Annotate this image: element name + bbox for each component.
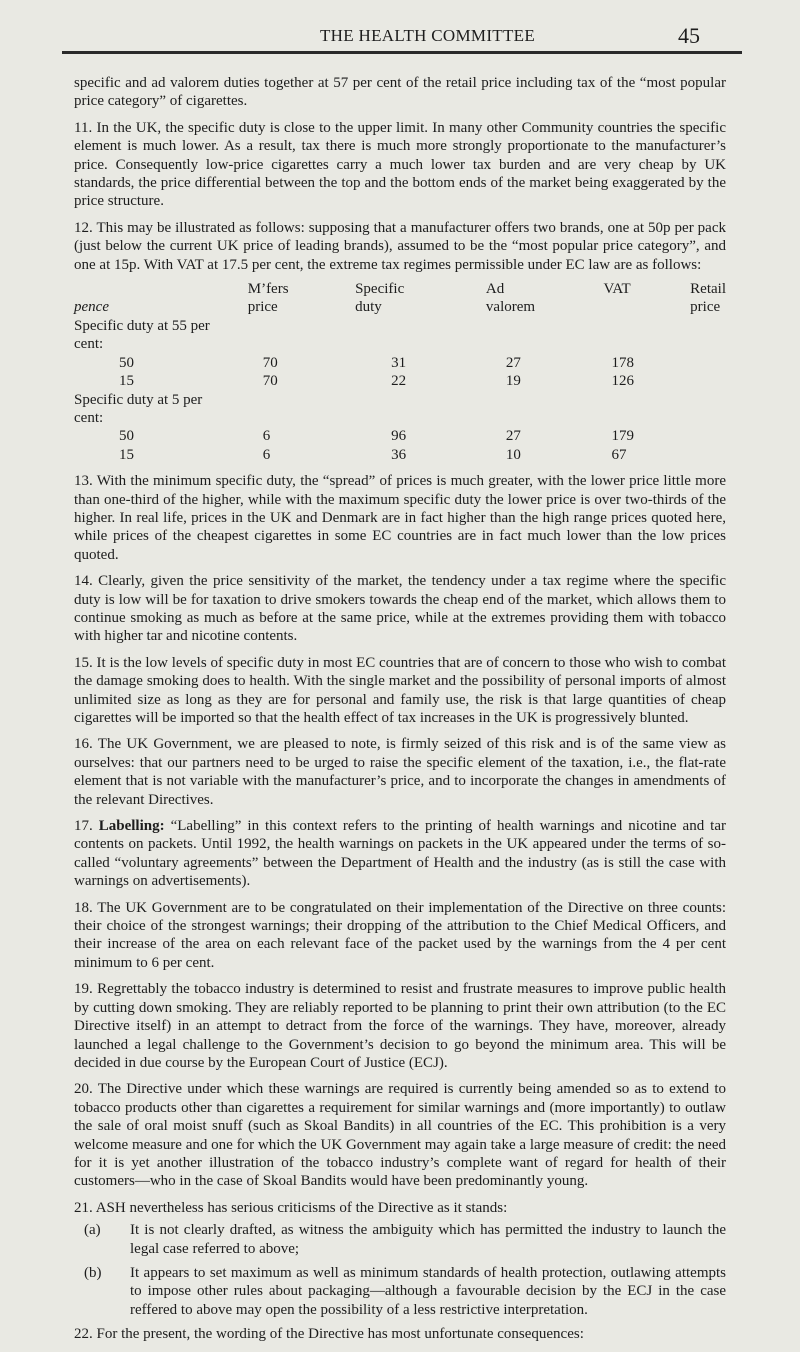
col-header: Ad <box>485 281 505 298</box>
tax-regime-table <box>74 280 726 464</box>
document-body <box>74 74 726 1352</box>
table-header-row <box>74 280 726 298</box>
table-row: 50 6 96 27 179 <box>119 428 634 445</box>
group-heading-row <box>74 391 726 409</box>
paragraph-14: 14. Clearly, given the price sensitivity of the market, the tendency under a tax regime where the specific duty is low will be for taxation to drive smokers towards the cheap end of the market, which allows them to continue smoking as much as before at the same price, while at the extremes providing them with tobacco with higher tar and nicotine contents. <box>74 573 727 645</box>
paragraph-21: 21. ASH nevertheless has serious criticisms of the Directive as it stands: <box>74 1199 508 1216</box>
table-header-row <box>74 298 726 316</box>
table-row: 15 70 22 19 126 <box>119 373 634 390</box>
col-header: valorem <box>485 299 536 316</box>
table-row: 50 70 31 27 178 <box>119 354 634 371</box>
paragraph-18: 18. The UK Government are to be congratulated on their implementation of the Directive on three counts: their choice of the strongest warnings; their dropping of the attribution to the Chief Medical Officers, and their increase of the area on each relevant face of the packet used by the warnings from the 4 per cent minimum to 6 per cent. <box>74 899 726 971</box>
paragraph-15: 15. It is the low levels of specific duty in most EC countries that are of concern to those who wish to combat the damage smoking does to health. With the single market and the possibility of personal imports of almost unlimited size as long as they are for personal and family use, the risk is that large quantities of cheap cigarettes will be imported so that the health effect of tax increases in the UK is progressively blunted. <box>74 654 727 726</box>
group-heading: Specific duty at 55 per <box>74 317 210 334</box>
col-header <box>603 298 690 316</box>
criticisms-list <box>84 1221 726 1319</box>
list-item <box>84 1264 726 1319</box>
paragraph-17: 17. Labelling: “Labelling” in this context refers to the printing of health warnings and nicotine and tar contents on packets. Until 1992, the health warnings on packets in the UK appeared under the terms of so-called “voluntary agreements” between the Department of Health and the industry (as is still the case with warnings on advertisements). <box>74 818 727 890</box>
group-heading: cent: <box>74 409 104 426</box>
group-heading-row <box>74 335 726 353</box>
paragraph-label: Labelling: <box>98 818 165 835</box>
col-header: Retail <box>690 281 726 298</box>
col-header: Specific <box>355 281 405 298</box>
paragraph-11: 11. In the UK, the specific duty is close to the upper limit. In many other Community countries the specific element is much lower. As a result, tax there is much more strongly proportionate to the manufacturer’s price. Consequently low-price cigarettes carry a much lower tax burden and are very cheap by UK standards, the price differential between the top and the bottom ends of the market being exaggerated by the price structure. <box>74 119 726 210</box>
list-item <box>84 1221 726 1258</box>
paragraph-20: 20. The Directive under which these warnings are required is currently being amended so as to extend to tobacco products other than cigarettes a requirement for similar warnings and (more importantly) to outlaw the sale of oral moist snuff (such as Skoal Bandits) in all countries of the EC. This prohibition is a very welcome measure and one for which the UK Government may again take a large measure of credit: the need for it is yet another illustration of the tobacco industry’s complete want of regard for health of their customers—who in the case of Skoal Bandits would have been predominantly young. <box>74 1081 726 1190</box>
list-item-text: It appears to set maximum as well as minimum standards of health protection, outlawing attempts to impose other rules about packaging—although a favourable decision by the ECJ in the case reffered to above may open the possibility of a less restrictive interpretation. <box>130 1264 726 1318</box>
group-heading-row <box>74 409 726 427</box>
table-row: 15 6 36 10 67 <box>119 446 627 463</box>
list-item-letter: (b) <box>84 1264 102 1281</box>
paragraph-22: 22. For the present, the wording of the Directive has most unfortunate consequences: <box>74 1326 584 1343</box>
page-number: 45 <box>678 23 700 48</box>
paragraph-continued: specific and ad valorem duties together at 57 per cent of the retail price including tax of the “most popular price category” of cigarettes. <box>74 75 726 110</box>
group-heading-row <box>74 317 726 335</box>
col-header: M’fers <box>247 281 289 298</box>
header-rule <box>62 51 742 54</box>
running-header <box>0 23 800 50</box>
paragraph-16: 16. The UK Government, we are pleased to note, is firmly seized of this risk and is of the same view as ourselves: that our partners need to be urged to raise the specific element of the taxation, i.e., the flat-rate element that is not variable with the manufacturer’s price, and to incorporate the changes in amendments of the relevant Directives. <box>74 736 726 808</box>
paragraph-19: 19. Regrettably the tobacco industry is determined to resist and frustrate measures to improve public health by cutting down smoking. They are reliably reported to be planning to print their own attribution (to the EC Directive itself) in an attempt to detract from the force of the warnings. They have, moreover, already launched a legal challenge to the Government’s decision to go beyond the minimum area. This will be decided in due course by the European Court of Justice (ECJ). <box>74 981 727 1071</box>
col-header: price <box>247 299 278 316</box>
unit-label: pence <box>74 299 109 316</box>
paragraph-12: 12. This may be illustrated as follows: supposing that a manufacturer offers two brands, one at 50p per pack (just below the current UK price of leading brands), assumed to be the “most popular price category”, and one at 15p. With VAT at 17.5 per cent, the extreme tax regimes permissible under EC law are as follows: <box>74 219 726 273</box>
group-heading: cent: <box>74 336 104 353</box>
running-title: THE HEALTH COMMITTEE <box>320 26 536 45</box>
list-item-text: It is not clearly drafted, as witness the ambiguity which has permitted the industry to launch the legal case referred to above; <box>130 1222 726 1257</box>
list-item-letter: (a) <box>84 1222 101 1239</box>
paragraph-13: 13. With the minimum specific duty, the “spread” of prices is much greater, with the lower price little more than one-third of the higher, while with the maximum specific duty the lower price is over two-thirds of the higher. In real life, prices in the UK and Denmark are in fact higher than the high range prices quoted here, while prices of the cheapest cigarettes in some EC countries are in fact much lower than the low prices quoted. <box>74 473 726 563</box>
group-heading: Specific duty at 5 per <box>74 391 203 408</box>
col-header: price <box>690 299 721 316</box>
col-header: VAT <box>603 281 631 298</box>
col-header: duty <box>355 299 382 316</box>
